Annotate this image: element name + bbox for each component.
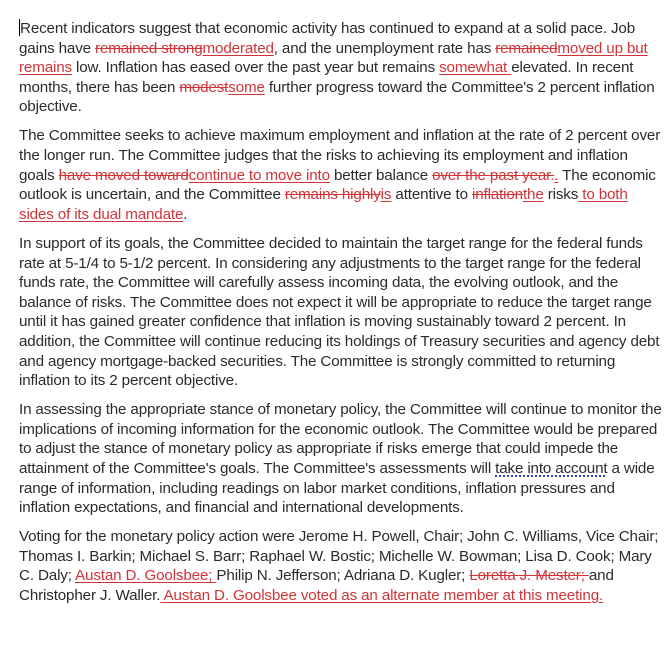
text-run: and Christopher J. Waller. — [19, 567, 614, 605]
deleted-text[interactable]: remained — [495, 39, 558, 57]
paragraph-5[interactable] — [19, 527, 664, 605]
deleted-text[interactable]: over the past year. — [432, 166, 555, 184]
text-run: risks — [543, 186, 579, 204]
inserted-text[interactable]: Austan D. Goolsbee voted as an alternate member at this meeting. — [160, 587, 604, 605]
paragraph-1[interactable] — [19, 19, 664, 117]
text-run: The economic outlook is uncertain, and the Committee — [19, 166, 656, 204]
text-run: In assessing the appropriate stance of monetary policy, the Committee will continue to monitor the implications of incoming information for the economic outlook. The Committee would be prepared to adjust the stance of monetary policy as appropriate if risks emerge that could impede the attainment of the Committee's goals. The Committee's assessments will — [19, 401, 662, 477]
text-run: attentive to — [391, 186, 472, 204]
text-run: Voting for the monetary policy action were Jerome H. Powell, Chair; John C. Williams, Vice Chair; Thomas I. Barkin; Michael S. Barr; Raphael W. Bostic; Michelle W. Bowman; Lisa D. Cook; Mary C. Daly; — [19, 528, 659, 585]
text-run: The Committee seeks to achieve maximum employment and inflation at the rate of 2 percent over the longer run. The Committee judges that the risks to achieving its employment and inflation goals — [19, 127, 661, 184]
deleted-text[interactable]: modest — [179, 78, 229, 96]
text-run: Recent indicators suggest that economic activity has continued to expand at a solid pace. Job gains have — [19, 20, 636, 57]
inserted-text[interactable]: . — [554, 166, 559, 184]
text-run: better balance — [329, 166, 433, 184]
deleted-text[interactable]: remained strong — [95, 39, 203, 57]
deleted-text[interactable]: Loretta J. Mester; — [469, 567, 589, 585]
deleted-text[interactable]: have moved toward — [58, 166, 189, 184]
paragraph-3[interactable] — [19, 234, 664, 391]
document-body[interactable] — [19, 19, 664, 615]
deleted-text[interactable]: remains highly — [284, 186, 381, 204]
text-run: , and the unemployment rate has — [273, 39, 496, 57]
text-run: Philip N. Jefferson; Adriana D. Kugler; — [216, 567, 470, 585]
paragraph-2[interactable] — [19, 126, 664, 224]
grammar-flagged-text[interactable]: take into account — [495, 459, 608, 477]
inserted-text[interactable]: is — [380, 186, 392, 204]
text-run: further progress toward the Committee's 2 percent inflation objective. — [19, 78, 655, 116]
text-run: low. Inflation has eased over the past year but remains — [71, 59, 440, 77]
inserted-text[interactable]: some — [228, 78, 265, 96]
paragraph-4[interactable] — [19, 400, 664, 518]
inserted-text[interactable]: the — [522, 186, 544, 204]
text-run: a wide range of information, including readings on labor market conditions, inflation pressures and inflation expectations, and financial and international developments. — [19, 459, 655, 517]
inserted-text[interactable]: Austan D. Goolsbee; — [75, 567, 217, 585]
inserted-text[interactable]: to both sides of its dual mandate — [19, 186, 628, 223]
text-run: In support of its goals, the Committee decided to maintain the target range for the federal funds rate at 5-1/4 to 5-1/2 percent. In considering any adjustments to the target range for the federal funds rate, the Committee will carefully assess incoming data, the evolving outlook, and the balance of risks. The Committee does not expect it will be appropriate to reduce the target range until it has gained greater confidence that inflation is moving sustainably toward 2 percent. In addition, the Committee will continue reducing its holdings of Treasury securities and agency debt and agency mortgage-backed securities. The Committee is strongly committed to returning inflation to its 2 percent objective. — [19, 234, 660, 390]
text-run: elevated. In recent months, there has been — [19, 59, 634, 96]
inserted-text[interactable]: somewhat — [439, 59, 512, 77]
inserted-text[interactable]: moved up but remains — [19, 39, 648, 77]
text-run: . — [183, 205, 188, 223]
deleted-text[interactable]: inflation — [471, 186, 523, 204]
inserted-text[interactable]: moderated — [202, 39, 274, 57]
inserted-text[interactable]: continue to move into — [188, 166, 330, 184]
